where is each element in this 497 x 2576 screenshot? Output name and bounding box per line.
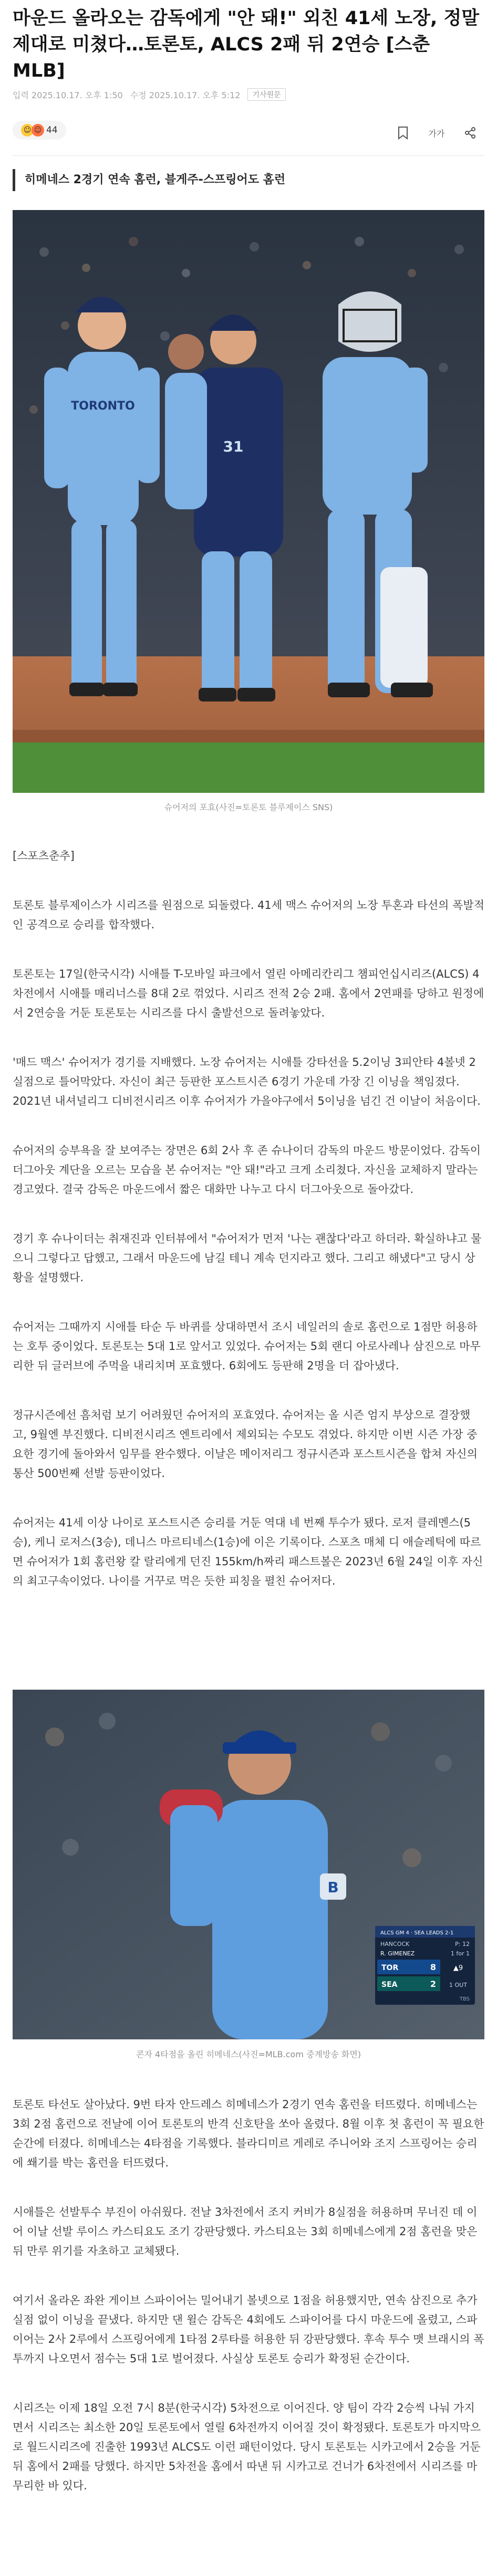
reaction-count: 44: [46, 125, 58, 135]
modified-time: 수정 2025.10.17. 오후 5:12: [130, 90, 241, 100]
paragraph: 정규시즌에선 흠처럼 보기 어려웠던 슈어저의 포효였다. 슈어저는 올 시즌 엄지 부상으로 결장했고, 9월엔 부진했다. 디비전시리즈 엔트리에서 제외되는 수모도 겪었다. 하지만 이번 시즌 가장 중요한 경기에 돌아와서 임무를 완수했다. 이날은 메이저리그 정규시즌과 포스트시즌을 합쳐 자신의 통산 500번째 선발 등판이었다.: [13, 1409, 478, 1480]
scoreboard-inning: ▲9: [453, 1964, 463, 1972]
scoreboard-score1: 8: [430, 1962, 436, 1972]
mound-photo: [13, 210, 484, 793]
font-size-button[interactable]: [428, 124, 446, 142]
photo2-caption: 콘자 4타점을 올린 히메네스(사진=MLB.com 중계방송 화면): [136, 2049, 361, 2059]
photo1-caption: 슈어저의 포효(사진=토론토 블루제이스 SNS): [164, 802, 333, 812]
wow-emoji-icon: ☺: [32, 124, 44, 137]
article-meta: [13, 88, 286, 101]
paragraph: 슈어저는 그때까지 시애틀 타순 두 바퀴를 상대하면서 조시 네일러의 솔로 홈런으로 1점만 허용하는 호투 중이었다. 토론토는 5대 1로 앞서고 있었다. 슈어저는 5회 랜디 아로사레나 삼진으로 마무리한 뒤 글러브에 주먹을 내리치며 포효했다. 6회에도 등판해 2명을 더 잡아냈다.: [13, 1321, 481, 1372]
scoreboard-network: TBS: [459, 1996, 470, 2002]
scoreboard-overlay: [375, 1926, 475, 2005]
paragraph: '매드 맥스' 슈어저가 경기를 지배했다. 노장 슈어저는 시애틀 강타선을 5.2이닝 3피안타 4볼넷 2실점으로 틀어막았다. 자신이 최근 등판한 포스트시즌 6경기 가운데 가장 긴 이닝을 책임졌다. 2021년 내셔널리그 디비전시리즈 이후 슈어저가 가을야구에서 5이닝을 넘긴 건 이날이 처음이다.: [13, 1056, 481, 1107]
gimenez-photo-image: [13, 1690, 484, 2039]
scoreboard-title: ALCS GM 4 · SEA LEADS 2-1: [380, 1930, 454, 1936]
paragraph: 토론토는 17일(한국시각) 시애틀 T-모바일 파크에서 열린 아메리칸리그 챔피언십시리즈(ALCS) 4차전에서 시애틀 매리너스를 8대 2로 꺾었다. 시리즈 전적 2승 2패. 홈에서 2연패를 당하고 원정에서 2연승을 거둔 토론토는 시리즈를 다시 출발선으로 돌려놓았다.: [13, 968, 484, 1019]
article-subheading: 히메네스 2경기 연속 홈런, 블게주-스프링어도 홈런: [13, 169, 285, 191]
original-article-link[interactable]: 기사원문: [247, 88, 285, 101]
paragraph: 여기서 올라온 좌완 게이브 스파이어는 밀어내기 볼넷으로 1점을 허용했지만, 연속 삼진으로 추가 실점 없이 이닝을 끝냈다. 하지만 댄 윌슨 감독은 4회에도 스파이어를 다시 마운드에 올렸고, 스파이어는 2사 2루에서 스프링어에게 1타점 2루타를 허용한 뒤 강판당했다. 후속 투수 맷 브래시의 폭투까지 나오면서 점수는 5대 1로 벌어졌다. 사실상 토론토 승리가 확정된 순간이다.: [13, 2294, 484, 2365]
share-icon[interactable]: [461, 124, 479, 142]
paragraph: 슈어저의 승부욕을 잘 보여주는 장면은 6회 2사 후 존 슈나이더 감독의 마운드 방문이었다. 감독이 더그아웃 계단을 오르는 모습을 본 슈어저는 "안 돼!"라고 크게 소리쳤다. 자신을 교체하지 말라는 경고였다. 결국 감독은 마운드에서 짧은 대화만 나누고 다시 더그아웃으로 돌아갔다.: [13, 1144, 481, 1196]
scoreboard-outs: 1 OUT: [449, 1982, 467, 1988]
reaction-button[interactable]: [13, 121, 66, 140]
scoreboard-batter: R. GIMENEZ: [380, 1950, 415, 1957]
published-time: 입력 2025.10.17. 오후 1:50: [13, 90, 123, 100]
paragraph: 토론토 블루제이스가 시리즈를 원점으로 되돌렸다. 41세 맥스 슈어저의 노장 투혼과 타선의 폭발적인 공격으로 승리를 합작했다.: [13, 899, 484, 931]
paragraph: 경기 후 슈나이더는 취재진과 인터뷰에서 "슈어저가 먼저 '나는 괜찮다'라고 하더라. 확실하냐고 물으니 그렇다고 답했고, 그래서 마운드에 남길 테니 계속 던지라고 했다. 그리고 해냈다"고 당시 상황을 설명했다.: [13, 1232, 482, 1284]
scoreboard-team2: SEA: [381, 1981, 398, 1989]
mound-photo-image: [13, 210, 484, 793]
font-size-label: 가가: [428, 128, 445, 139]
scoreboard-pitch-count: P: 12: [455, 1941, 470, 1947]
gimenez-photo: [13, 1690, 484, 2039]
toolbar-actions: [394, 124, 479, 142]
manager-jersey-number: 31: [223, 438, 244, 455]
scoreboard-pitcher: HANCOCK: [380, 1941, 410, 1947]
smile-emoji-icon: ☺: [21, 124, 34, 137]
scoreboard-score2: 2: [430, 1979, 436, 1989]
paragraph: 시애틀은 선발투수 부진이 아쉬웠다. 전날 3차전에서 조지 커비가 8실점을 허용하며 무너진 데 이어 이날 선발 루이스 카스티요도 조기 강판당했다. 카스티요는 3회 히메네스에게 2점 홈런을 맞은 뒤 만루 위기를 자초하고 교체됐다.: [13, 2206, 478, 2257]
paragraph: 토론토 타선도 살아났다. 9번 타자 안드레스 히메네스가 2경기 연속 홈런을 터뜨렸다. 히메네스는 3회 2점 홈런으로 전날에 이어 토론토의 반격 신호탄을 쏘아 올렸다. 8월 이후 첫 홈런이 꼭 필요한 순간에 터졌다. 히메네스는 4타점을 기록했다. 블라디미르 게레로 주니어와 조지 스프링어는 승리에 쐐기를 박는 홈런을 터뜨렸다.: [13, 2098, 484, 2169]
article-toolbar: [13, 121, 484, 145]
paragraph: 슈어저는 41세 이상 나이로 포스트시즌 승리를 거둔 역대 네 번째 투수가 됐다. 로저 클레멘스(5승), 케니 로저스(3승), 데니스 마르티네스(1승)에 이은 기록이다. 스포츠 매체 디 애슬레틱에 따르면 슈어저가 1회 홈런왕 칼 랄리에게 던진 155km/h짜리 패스트볼은 2023년 6월 24일 이후 자신의 최고구속이었다. 나이를 거꾸로 먹은 듯한 피칭을 펼친 슈어저다.: [13, 1516, 483, 1587]
paragraph: 시리즈는 이제 18일 오전 7시 8분(한국시각) 5차전으로 이어진다. 양 팀이 각각 2승씩 나눠 가지면서 시리즈는 최소한 20일 토론토에서 열릴 6차전까지 이어질 것이 확정됐다. 토론토가 마지막으로 월드시리즈에 진출한 1993년 ALCS도 이런 패턴이었다. 당시 토론토는 시카고에서 2승을 거둔 뒤 홈에서 2패를 당했다. 하지만 5차전을 홈에서 따낸 뒤 시카고로 건너가 6차전에서 시리즈를 마무리한 바 있다.: [13, 2402, 481, 2492]
scoreboard-batter-stat: 1 for 1: [450, 1950, 470, 1957]
article-body-part2: [13, 2095, 484, 2526]
scoreboard-team1: TOR: [381, 1964, 399, 1972]
jersey-logo: B: [327, 1879, 339, 1896]
header-divider: [13, 155, 484, 156]
bookmark-icon[interactable]: [394, 124, 412, 142]
pitcher-jersey-text: TORONTO: [71, 400, 135, 413]
article-headline: 마운드 올라오는 감독에게 "안 돼!" 외친 41세 노장, 정말 제대로 미쳤다…토론토, ALCS 2패 뒤 2연승 [스춘 MLB]: [13, 8, 480, 81]
article-body-part1: [13, 846, 484, 1621]
paragraph: [스포츠춘추]: [13, 850, 75, 862]
